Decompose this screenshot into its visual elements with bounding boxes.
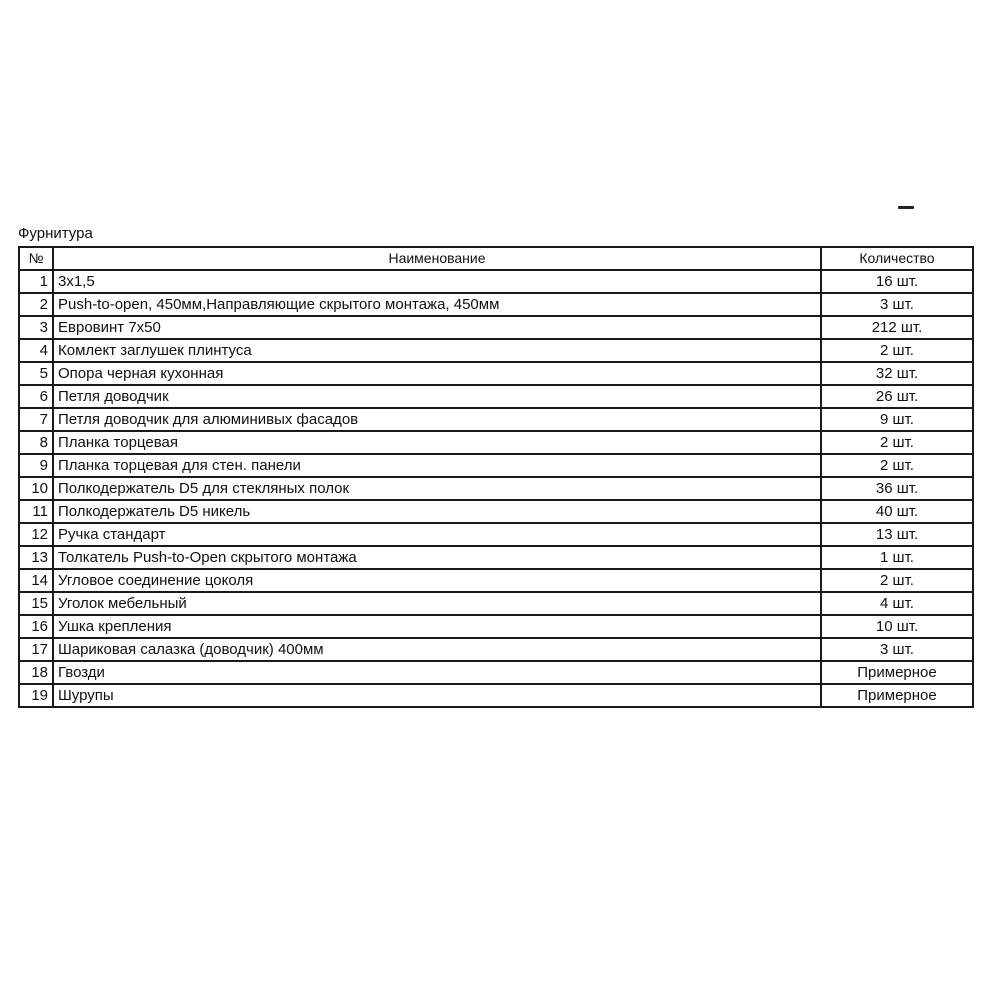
stray-mark xyxy=(898,206,914,209)
item-quantity-cell: 2 шт. xyxy=(821,431,973,454)
row-number-cell: 19 xyxy=(19,684,53,707)
item-name-cell: Уголок мебельный xyxy=(53,592,821,615)
table-row xyxy=(19,477,973,500)
item-name-cell: Опора черная кухонная xyxy=(53,362,821,385)
item-quantity-cell: 32 шт. xyxy=(821,362,973,385)
item-quantity-cell: 16 шт. xyxy=(821,270,973,293)
column-header-number: № xyxy=(19,247,53,270)
item-name-cell: Петля доводчик xyxy=(53,385,821,408)
item-quantity-cell: 9 шт. xyxy=(821,408,973,431)
hardware-table xyxy=(18,246,974,708)
row-number-cell: 7 xyxy=(19,408,53,431)
row-number-cell: 1 xyxy=(19,270,53,293)
table-row xyxy=(19,523,973,546)
item-quantity-cell: 2 шт. xyxy=(821,454,973,477)
row-number-cell: 11 xyxy=(19,500,53,523)
column-header-quantity: Количество xyxy=(821,247,973,270)
row-number-cell: 18 xyxy=(19,661,53,684)
item-name-cell: Планка торцевая xyxy=(53,431,821,454)
table-row xyxy=(19,684,973,707)
table-header-row xyxy=(19,247,973,270)
item-name-cell: Толкатель Push-to-Open скрытого монтажа xyxy=(53,546,821,569)
table-row xyxy=(19,569,973,592)
table-row xyxy=(19,431,973,454)
row-number-cell: 4 xyxy=(19,339,53,362)
table-row xyxy=(19,500,973,523)
row-number-cell: 6 xyxy=(19,385,53,408)
item-quantity-cell: 10 шт. xyxy=(821,615,973,638)
row-number-cell: 9 xyxy=(19,454,53,477)
column-header-name: Наименование xyxy=(53,247,821,270)
item-name-cell: Шурупы xyxy=(53,684,821,707)
item-quantity-cell: 212 шт. xyxy=(821,316,973,339)
item-name-cell: Ручка стандарт xyxy=(53,523,821,546)
table-row xyxy=(19,546,973,569)
row-number-cell: 3 xyxy=(19,316,53,339)
table-row xyxy=(19,408,973,431)
item-quantity-cell: 13 шт. xyxy=(821,523,973,546)
row-number-cell: 8 xyxy=(19,431,53,454)
item-name-cell: Комлект заглушек плинтуса xyxy=(53,339,821,362)
item-name-cell: Ушка крепления xyxy=(53,615,821,638)
item-quantity-cell: Примерное xyxy=(821,661,973,684)
table-row xyxy=(19,316,973,339)
item-quantity-cell: 36 шт. xyxy=(821,477,973,500)
item-name-cell: Евровинт 7x50 xyxy=(53,316,821,339)
row-number-cell: 15 xyxy=(19,592,53,615)
item-name-cell: Шариковая салазка (доводчик) 400мм xyxy=(53,638,821,661)
row-number-cell: 10 xyxy=(19,477,53,500)
row-number-cell: 12 xyxy=(19,523,53,546)
table-row xyxy=(19,615,973,638)
item-quantity-cell: 1 шт. xyxy=(821,546,973,569)
row-number-cell: 2 xyxy=(19,293,53,316)
item-quantity-cell: 3 шт. xyxy=(821,293,973,316)
row-number-cell: 5 xyxy=(19,362,53,385)
table-row xyxy=(19,339,973,362)
item-quantity-cell: 4 шт. xyxy=(821,592,973,615)
table-row xyxy=(19,293,973,316)
item-quantity-cell: 2 шт. xyxy=(821,339,973,362)
table-row xyxy=(19,362,973,385)
item-quantity-cell: Примерное xyxy=(821,684,973,707)
table-row xyxy=(19,454,973,477)
item-name-cell: Гвозди xyxy=(53,661,821,684)
section-title: Фурнитура xyxy=(18,225,93,242)
row-number-cell: 16 xyxy=(19,615,53,638)
item-name-cell: Петля доводчик для алюминивых фасадов xyxy=(53,408,821,431)
item-name-cell: Полкодержатель D5 для стекляных полок xyxy=(53,477,821,500)
table-row xyxy=(19,270,973,293)
item-name-cell: Планка торцевая для стен. панели xyxy=(53,454,821,477)
table-row xyxy=(19,592,973,615)
row-number-cell: 13 xyxy=(19,546,53,569)
item-name-cell: 3x1,5 xyxy=(53,270,821,293)
row-number-cell: 14 xyxy=(19,569,53,592)
table-row xyxy=(19,661,973,684)
item-name-cell: Push-to-open, 450мм,Направляющие скрытого монтажа, 450мм xyxy=(53,293,821,316)
item-quantity-cell: 3 шт. xyxy=(821,638,973,661)
item-quantity-cell: 40 шт. xyxy=(821,500,973,523)
item-quantity-cell: 2 шт. xyxy=(821,569,973,592)
item-name-cell: Угловое соединение цоколя xyxy=(53,569,821,592)
table-body xyxy=(19,270,973,707)
table-row xyxy=(19,385,973,408)
row-number-cell: 17 xyxy=(19,638,53,661)
item-quantity-cell: 26 шт. xyxy=(821,385,973,408)
table-row xyxy=(19,638,973,661)
item-name-cell: Полкодержатель D5 никель xyxy=(53,500,821,523)
